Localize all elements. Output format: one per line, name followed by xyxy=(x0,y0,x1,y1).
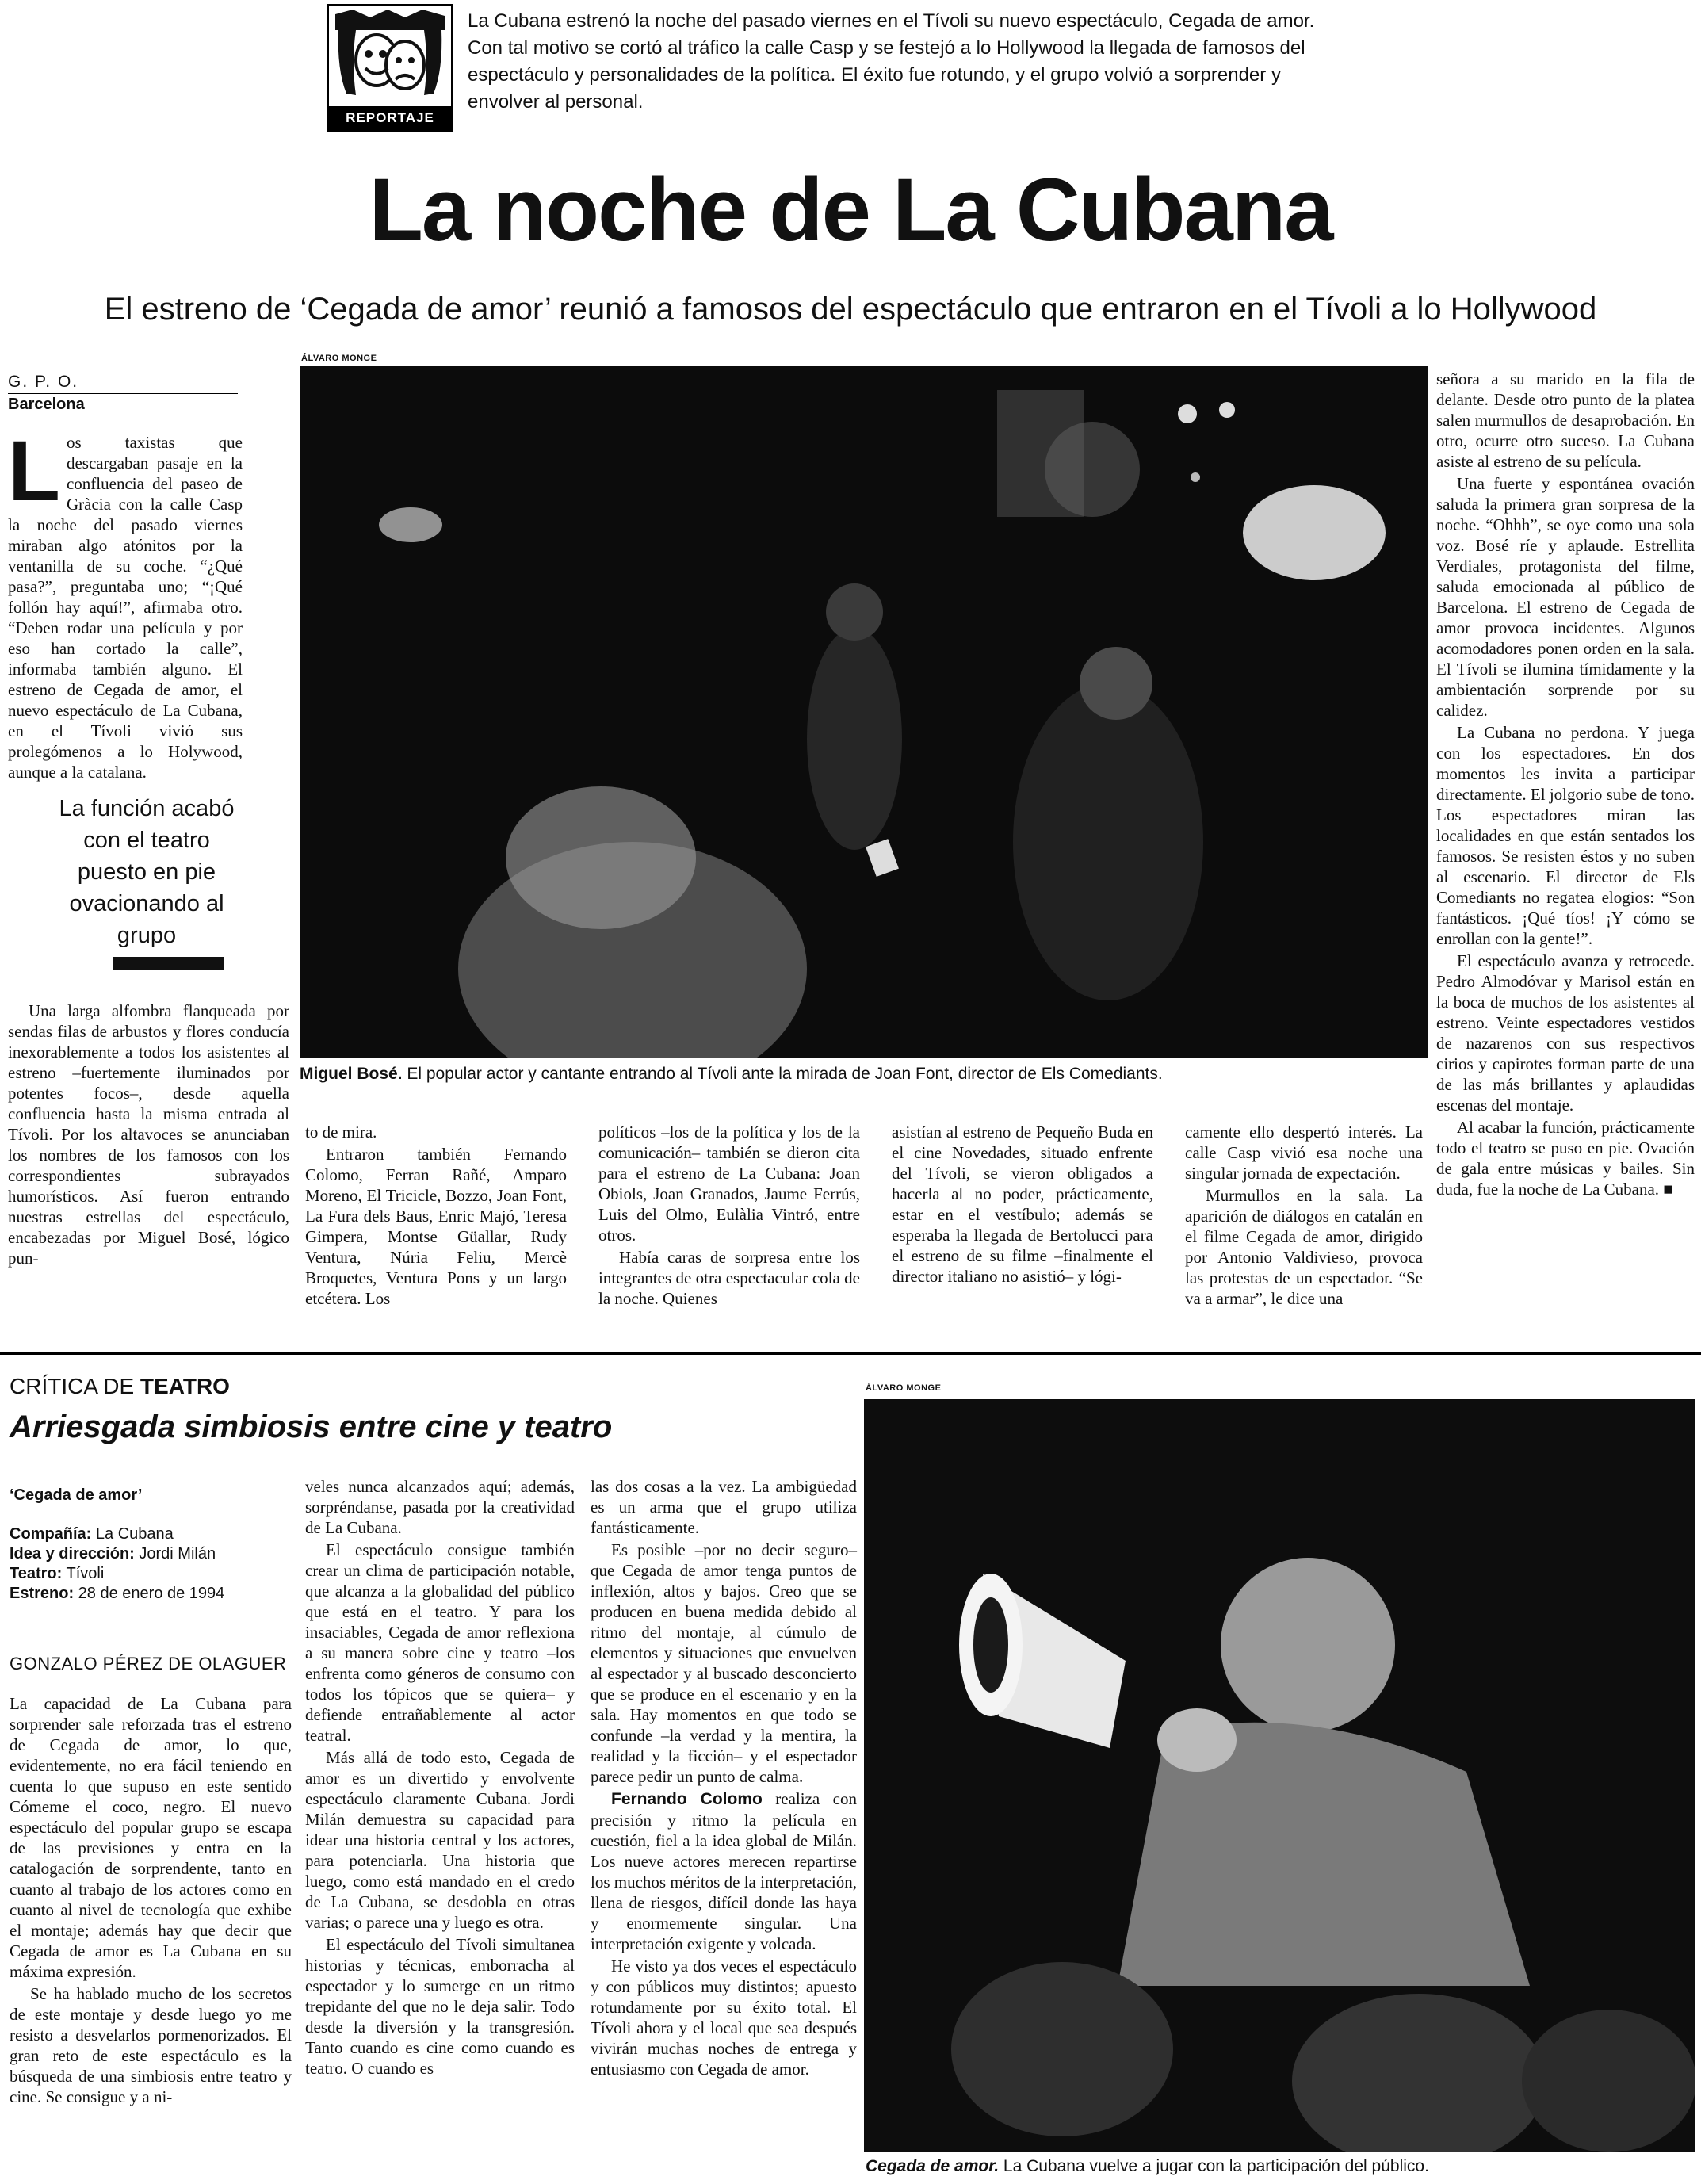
article-paragraph: señora a su marido en la fila de delante. Desde otro punto de la platea salen murmullos de desaprobación. En otro, ocurre otro suceso. La Cubana asiste al estreno de su película. xyxy=(1436,369,1695,471)
article-paragraph: to de mira. xyxy=(305,1123,377,1142)
review-paragraph: El espectáculo consigue también crear un clima de participación notable, que alcanza a la globalidad del público que está en el teatro. Y para los insaciables, Cegada de amor reflexiona a su manera sobre cine y teatro –los enfrenta como géneros de consumo con todos los tópicos que se quiera– y defiende entrañablemente al actor teatral. xyxy=(305,1540,575,1745)
review-paragraph: El espectáculo del Tívoli simultanea historias y técnicas, emborracha al espectador y lo sumerge en un ritmo trepidante del que no le deja salir. Todo desde la diversión y la transgresión. Tanto cuando es cine como cuando es teatro. O cuando es xyxy=(305,1935,575,2078)
article-paragraph: Una fuerte y espontánea ovación saluda la primera gran sorpresa de la noche. “Ohhh”, se oye como una sola voz. Bosé ríe y aplaude. Estrellita Verdiales, protagonista del filme, saluda emocionada al público de Barcelona. El estreno de Cegada de amor provoca incidentes. Algunos acomodadores ponen orden en la sala. El Tívoli se ilumina tímidamente y la ambientación sorprende por su calidez. xyxy=(1436,474,1695,720)
review-col-3 xyxy=(591,1476,857,2081)
caption-name: Cegada de amor. xyxy=(866,2157,1000,2175)
article-col-2 xyxy=(305,1122,567,1310)
headline: La noche de La Cubana xyxy=(369,160,1332,259)
article-col-3 xyxy=(598,1122,860,1310)
review-col-2 xyxy=(305,1476,575,2080)
section-prefix: CRÍTICA DE xyxy=(10,1374,140,1398)
article-paragraph: El espectáculo avanza y retrocede. Pedro Almodóvar y Marisol están en la boca de muchos de los asistentes al estreno. Veinte espectadores vestidos de nazarenos con sus respectivos cirios y capirotes forman parte de una de las más brillantes y aplaudidas escenas del montaje. xyxy=(1436,951,1695,1115)
photo-credit-2: ÁLVARO MONGE xyxy=(866,1383,942,1393)
review-author: GONZALO PÉREZ DE OLAGUER xyxy=(10,1654,287,1673)
article-col-1 xyxy=(8,423,243,784)
fact-premiere: Estreno: 28 de enero de 1994 xyxy=(10,1585,225,1602)
review-paragraph: veles nunca alcanzados aquí; además, sorpréndanse, pasada por la creatividad de La Cubana. xyxy=(305,1477,575,1537)
review-paragraph: Se ha hablado mucho de los secretos de este montaje y desde luego yo me resisto a desvelarlos pormenorizados. El gran reto de este espectáculo es la búsqueda de una simbiosis entre teatro y cine. Se consigue y a ni- xyxy=(10,1984,292,2106)
review-paragraph: La capacidad de La Cubana para sorprender sale reforzada tras el estreno de Cegada de amor, lo que, evidentemente, no era fácil teniendo en cuenta lo que supuso en este sentido Cómeme el coco, negro. El nuevo espectáculo del popular grupo se escapa de las previsiones y entra en la catalogación de sorprendente, tanto en cuanto al trabajo de los actores como en cuanto al nivel de tecnología que exhibe el montaje; además hay que decir que Cegada de amor es La Cubana en su máxima expresión. xyxy=(10,1694,292,1981)
lead-paragraph: La Cubana estrenó la noche del pasado viernes en el Tívoli su nuevo espectáculo, Cegada de amor. Con tal motivo se cortó al tráfico la calle Casp y se festejó a lo Hollywood la llegada de famosos del espectáculo y personalidades de la política. El éxito fue rotundo, y el grupo volvió a sorprender y envolver al personal. xyxy=(468,10,1315,113)
byline-city: Barcelona xyxy=(8,396,85,413)
article-paragraph: La Cubana no perdona. Y juega con los espectadores. En dos momentos les invita a participar directamente. El jolgorio sube de tono. Los espectadores miran las localidades en que están sentados los famosos. Se resisten éstos y no suben al escenario. El director de Els Comediants no regatea elogios: “Son fantásticos. ¡Qué tíos! ¡Y cómo se enrollan con la gente!”. xyxy=(1436,723,1695,948)
fact-idea: Idea y dirección: Jordi Milán xyxy=(10,1545,216,1562)
article-paragraph: camente ello despertó interés. La calle Casp vivió esa noche una singular jornada de expectación. xyxy=(1185,1123,1423,1183)
review-headline: Arriesgada simbiosis entre cine y teatro xyxy=(10,1409,613,1444)
article-paragraph: Al acabar la función, prácticamente todo el teatro se puso en pie. Ovación de gala entre músicas y bailes. Sin duda, fue la noche de La Cubana. ■ xyxy=(1436,1118,1695,1199)
review-col-1 xyxy=(10,1693,292,2109)
caption-text: La Cubana vuelve a jugar con la participación del público. xyxy=(999,2157,1429,2175)
article-paragraph: Una larga alfombra flanqueada por sendas filas de arbustos y flores conducía inexorablemente a todos los asistentes al estreno –fuertemente iluminados por potentes focos–, desde aquella confluencia hasta la misma entrada al Tívoli. Por los altavoces se anunciaban los nombres de los famosos con los correspondientes subrayados humorísticos. Así fueron entrando nuestras estrellas del espectáculo, encabezadas por Miguel Bosé, lógico pun- xyxy=(8,1001,289,1268)
review-paragraph: Más allá de todo esto, Cegada de amor es un divertido y envolvente espectáculo claramente Cubana. Jordi Milán demuestra su capacidad para idear una historia central y los actores, para potenciarla. Una historia que luego, como está mandado en el credo de La Cubana, se desdobla en otras varias; o parece una y luego es otra. xyxy=(305,1748,575,1932)
caption-name: Miguel Bosé. xyxy=(300,1065,403,1083)
review-factsheet xyxy=(10,1486,295,1604)
pull-quote-bar xyxy=(113,957,224,970)
drop-cap: L xyxy=(8,423,60,518)
photo-credit: ÁLVARO MONGE xyxy=(301,354,377,363)
review-photo-caption xyxy=(866,2156,1698,2177)
badge-label: REPORTAJE xyxy=(329,106,451,130)
show-title: ‘Cegada de amor’ xyxy=(10,1486,143,1504)
article-paragraph: asistían al estreno de Pequeño Buda en el cine Novedades, situado enfrente del Tívoli, se vieron obligados a hacerla al no poder, prácticamente, estar en el vestíbulo; además se esperaba la llegada de Bertolucci para el estreno de su filme –finalmente el director italiano no asistió– y lógi- xyxy=(892,1123,1153,1286)
review-photo-scene xyxy=(864,1399,1695,2152)
pull-quote: La función acabó con el teatro puesto en pie ovacionando al grupo xyxy=(59,796,235,948)
article-text: os taxistas que descargaban pasaje en la confluencia del paseo de Gràcia con la calle Casp la noche del pasado viernes miraban algo atónitos por la ventanilla de su coche. “¿Qué pasa?”, preguntaba uno; “¡Qué follón hay aquí!”, afirmaba otro. “Deben rodar una película y por eso han cortado la calle”, informaba también alguno. El estreno de Cegada de amor, el nuevo espectáculo de La Cubana, en el Tívoli vivió sus prolegómenos a lo Holywood, aunque a la catalana. xyxy=(8,433,243,782)
review-paragraph: Fernando Colomo realiza con precisión y ritmo la película en cuestión, fiel a la idea global de Milán. Los nueve actores merecen repartirse los muchos méritos de la interpretación, llena de riesgos, difícil donde las haya y enormemente singular. Una interpretación exigente y volcada. xyxy=(591,1789,857,1953)
article-paragraph: Entraron también Fernando Colomo, Ferran Rañé, Amparo Moreno, El Tricicle, Bozzo, Joan Font, La Fura dels Baus, Enric Majó, Teresa Gimpera, Montse Güallar, Rudy Ventura, Núria Feliu, Mercè Broquetes, Ventura Pons y un largo etcétera. Los xyxy=(305,1145,567,1308)
section-name: TEATRO xyxy=(140,1374,230,1398)
review-paragraph: las dos cosas a la vez. La ambigüedad es un arma que el grupo utiliza fantásticamente. xyxy=(591,1477,857,1537)
review-photo xyxy=(864,1399,1695,2152)
reportaje-badge xyxy=(327,4,453,132)
article-col-6 xyxy=(1436,369,1695,1201)
main-photo-scene xyxy=(300,366,1428,1058)
article-paragraph xyxy=(8,423,243,782)
byline-rule xyxy=(8,393,238,394)
section-label xyxy=(10,1374,230,1399)
section-divider xyxy=(0,1352,1701,1355)
subheadline: El estreno de ‘Cegada de amor’ reunió a famosos del espectáculo que entraron en el Tívoli a lo Hollywood xyxy=(104,292,1597,327)
byline-agency: G. P. O. xyxy=(8,373,79,391)
article-col-5 xyxy=(1185,1122,1423,1310)
fact-theatre: Teatro: Tívoli xyxy=(10,1565,105,1582)
article-paragraph: Había caras de sorpresa entre los integrantes de otra espectacular cola de la noche. Quienes xyxy=(598,1248,860,1308)
main-photo-caption xyxy=(300,1064,1433,1084)
byline xyxy=(8,373,242,414)
article-paragraph: políticos –los de la política y los de la comunicación– también se dieron cita para el estreno de La Cubana: Joan Obiols, Joan Granados, Jaume Ferrús, Luis del Olmo, Eulàlia Vintró, entre otros. xyxy=(598,1123,860,1245)
article-col-4 xyxy=(892,1122,1153,1288)
article-col-1b xyxy=(8,1000,289,1270)
review-paragraph: Es posible –por no decir seguro– que Cegada de amor tenga puntos de inflexión, altos y bajos. Creo que se producen en buena medida debido al ritmo del montaje, al cúmulo de elementos y situaciones que envuelven al espectador y al buscado desconcierto que se produce en el escenario y en la sala. Hay momentos en que todo se confunde –la verdad y la mentira, la realidad y la ficción– y el espectador parece pedir un punto de calma. xyxy=(591,1540,857,1786)
theater-masks-icon xyxy=(329,6,451,105)
article-paragraph: Murmullos en la sala. La aparición de diálogos en catalán en el filme Cegada de amor, dirigido por Antonio Valdivieso, provoca las protestas de un espectador. “Se va a armar”, le dice una xyxy=(1185,1186,1423,1308)
fact-company: Compañía: La Cubana xyxy=(10,1525,174,1543)
main-photo xyxy=(300,366,1428,1058)
caption-text: El popular actor y cantante entrando al Tívoli ante la mirada de Joan Font, director de Els Comediants. xyxy=(402,1065,1163,1083)
review-paragraph: He visto ya dos veces el espectáculo y con públicos muy distintos; apuesto rotundamente por su éxito total. El Tívoli ahora y el local que sea después vivirán muchas noches de entrega y entusiasmo con Cegada de amor. xyxy=(591,1956,857,2079)
